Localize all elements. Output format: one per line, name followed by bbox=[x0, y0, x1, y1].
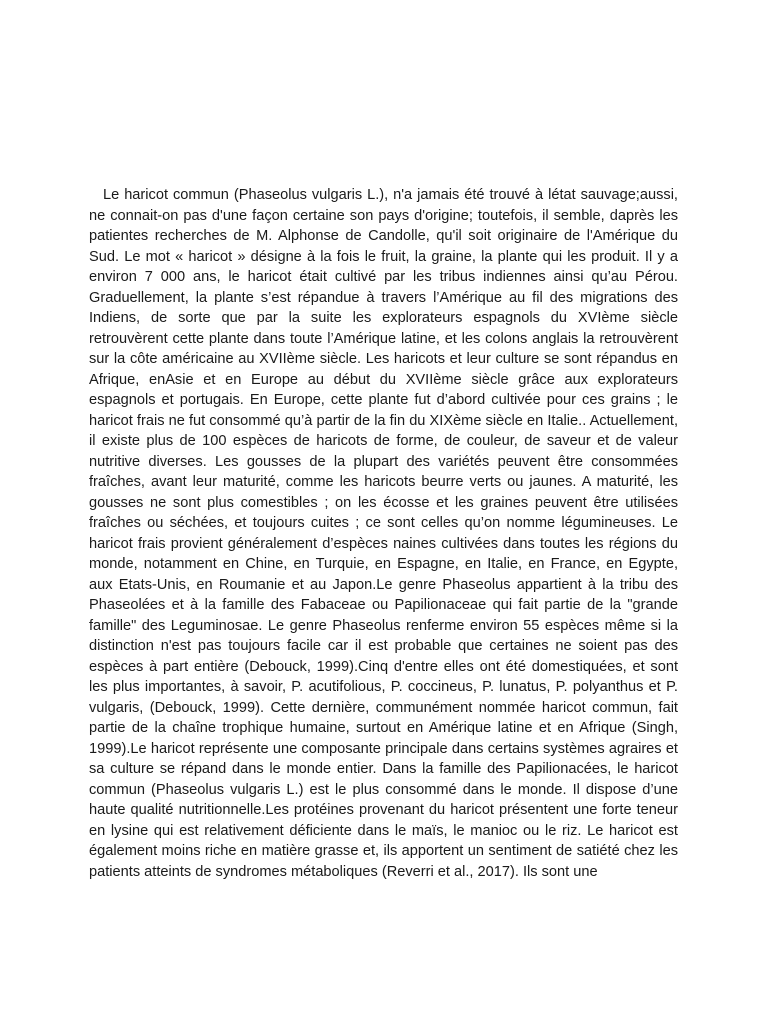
body-paragraph: Le haricot commun (Phaseolus vulgaris L.), n'a jamais été trouvé à létat sauvage;aussi, ne connait-on pas d'une façon certaine son pays d'origine; toutefois, il semble, daprès les patientes recherches de M. Alphonse de Candolle, qu'il soit originaire de l'Amérique du Sud. Le mot « haricot » désigne à la fois le fruit, la graine, la plante qui les produit. Il y a environ 7 000 ans, le haricot était cultivé par les tribus indiennes ainsi qu’au Pérou. Graduellement, la plante s’est répandue à travers l’Amérique au fil des migrations des Indiens, de sorte que par la suite les explorateurs espagnols du XVIème siècle retrouvèrent cette plante dans toute l’Amérique latine, et les colons anglais la retrouvèrent sur la côte américaine au XVIIème siècle. Les haricots et leur culture se sont répandus en Afrique, enAsie et en Europe au début du XVIIème siècle grâce aux explorateurs espagnols et portugais. En Europe, cette plante fut d’abord cultivée pour ces grains ; le haricot frais ne fut consommé qu’à partir de la fin du XIXème siècle en Italie.. Actuellement, il existe plus de 100 espèces de haricots de forme, de couleur, de saveur et de valeur nutritive diverses. Les gousses de la plupart des variétés peuvent être consommées fraîches, avant leur maturité, comme les haricots beurre verts ou jaunes. A maturité, les gousses ne sont plus comestibles ; on les écosse et les graines peuvent être utilisées fraîches ou séchées, et toujours cuites ; ce sont celles qu’on nomme légumineuses. Le haricot frais provient généralement d’espèces naines cultivées dans toutes les régions du monde, notamment en Chine, en Turquie, en Espagne, en Italie, en France, en Egypte, aux Etats-Unis, en Roumanie et au Japon.Le genre Phaseolus appartient à la tribu des Phaseolées et à la famille des Fabaceae ou Papilionaceae qui fait partie de la "grande famille" des Leguminosae. Le genre Phaseolus renferme environ 55 espèces même si la distinction n'est pas toujours facile car il est probable que certaines ne soient pas des espèces à part entière (Debouck, 1999).Cinq d'entre elles ont été domestiquées, et sont les plus importantes, à savoir, P. acutifolious, P. coccineus, P. lunatus, P. polyanthus et P. vulgaris, (Debouck, 1999). Cette dernière, communément nommée haricot commun, fait partie de la chaîne trophique humaine, surtout en Amérique latine et en Afrique (Singh, 1999).Le haricot représente une composante principale dans certains systèmes agraires et sa culture se répand dans le monde entier. Dans la famille des Papilionacées, le haricot commun (Phaseolus vulgaris L.) est le plus consommé dans le monde. Il dispose d’une haute qualité nutritionnelle.Les protéines provenant du haricot présentent une forte teneur en lysine qui est relativement déficiente dans le maïs, le manioc ou le riz. Le haricot est également moins riche en matière grasse et, ils apportent un sentiment de satiété chez les patients atteints de syndromes métaboliques (Reverri et al., 2017). Ils sont une bbox=[89, 187, 678, 880]
